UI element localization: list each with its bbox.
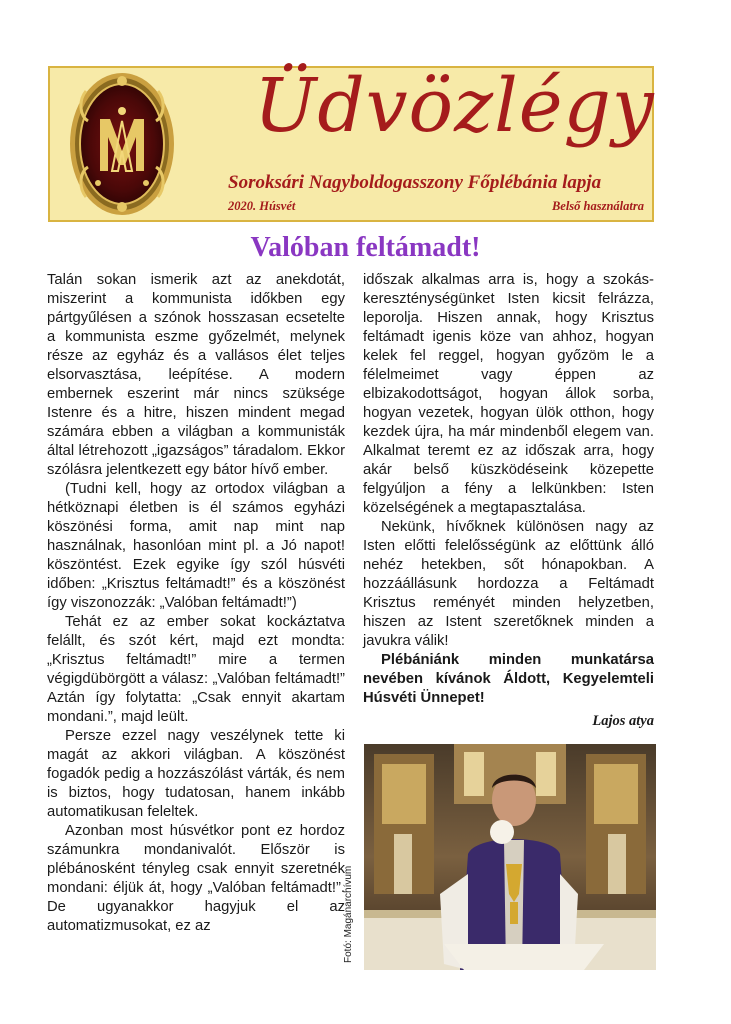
paragraph: időszak alkalmas arra is, hogy a szokás-kereszténységünket Isten kicsit felrázza, leporolja. Hiszen annak, hogy Krisztus feltámadt igenis köze van ahhoz, hogyan kelek fel reggel, hogyan győzöm le a félelmeimet vagy éppen az elbizakodottságot, hogyan állok sorba, hogyan vezetek, hogyan ülök otthon, hogy kezdek újra, ha már mindenből elegem van. Alkalmat teremt ez az időszak arra, hogy akár belső küszködéseink közepette felgyúljon a fény a lelkünkben: Isten közelségének a megtapasztalása. <box>363 272 654 516</box>
photo-credit: Fotó: Magánarchívum <box>343 865 354 963</box>
article-column-right <box>363 271 654 731</box>
article-headline: Valóban feltámadt! <box>250 232 481 263</box>
edition-label: 2020. Húsvét <box>228 199 296 213</box>
paragraph: Nekünk, hívőknek különösen nagy az Isten előtti felelősségünk az előttünk álló nehéz hetekben, sőt hónapokban. A hozzáállásunk hordozza a Feltámadt Krisztus reményét minden helyzetben, hiszen az Istent szeretőknek minden a javukra válik! <box>363 519 654 649</box>
priest-elevating-host-photo-icon <box>364 744 656 970</box>
paragraph: (Tudni kell, hogy az ortodox világban a hétköznapi életben is él számos egyházi köszönési forma, amit nap mint nap használnak, hasonlóan mint pl. a Jó napot! köszöntést. Ezek egyike így szól húsvéti időben: „Krisztus feltámadt!” és a köszönést így viszonozzák: „Valóban feltámadt!”) <box>47 481 345 611</box>
paragraph: Azonban most húsvétkor pont ez hordoz számunkra mondanivalót. Először is plébánosként tényleg csak ennyit szeretnék mondani: éljük át, hogy „Valóban feltámadt!”. De ugyanakkor hagyjuk el az automatizmusokat, ez az <box>47 823 345 934</box>
article-column-left <box>47 271 345 936</box>
internal-use-label: Belső használatra <box>551 199 644 213</box>
paragraph: Talán sokan ismerik azt az anekdotát, miszerint a kommunista időkben egy pártgyűlésen a szónok hosszasan ecsetelte a kommunista eszme győzelmét, melynek része az egyház és a vallásos élet teljes elsorvasztása, leépítése. A modern embernek eszerint már nincs szüksége Istenre és a hitre, hiszen mindent megad számára ebben a világban a kommunisták által létrehozott „igazságos” táradalom. Ekkor szólásra jelentkezett egy bátor hívő ember. <box>47 272 345 478</box>
marian-monogram-emblem-icon <box>68 71 176 217</box>
easter-wish: Plébániánk minden munkatársa nevében kívánok Áldott, Kegyelemteli Húsvéti Ünnepet! <box>363 652 654 706</box>
paragraph: Tehát ez az ember sokat kockáztatva felállt, és szót kért, majd ezt mondta: „Krisztus feltámadt!” mire a termen végigdübörgött a válasz: „Valóban feltámadt!” Aztán így folytatta: „Csak ennyit akartam mondani.”, majd leült. <box>47 614 345 725</box>
paragraph: Persze ezzel nagy veszélynek tette ki magát az akkori világban. A köszönést fogadók pedig a hozzászólást várták, és nem is biztos, hogy tudatosan, hanem inkább automatikusan feleltek. <box>47 728 345 820</box>
masthead-title: Üdvözlégy <box>254 63 655 149</box>
signature: Lajos atya <box>592 713 654 729</box>
masthead-subtitle: Soroksári Nagyboldogasszony Főplébánia lapja <box>228 172 602 193</box>
